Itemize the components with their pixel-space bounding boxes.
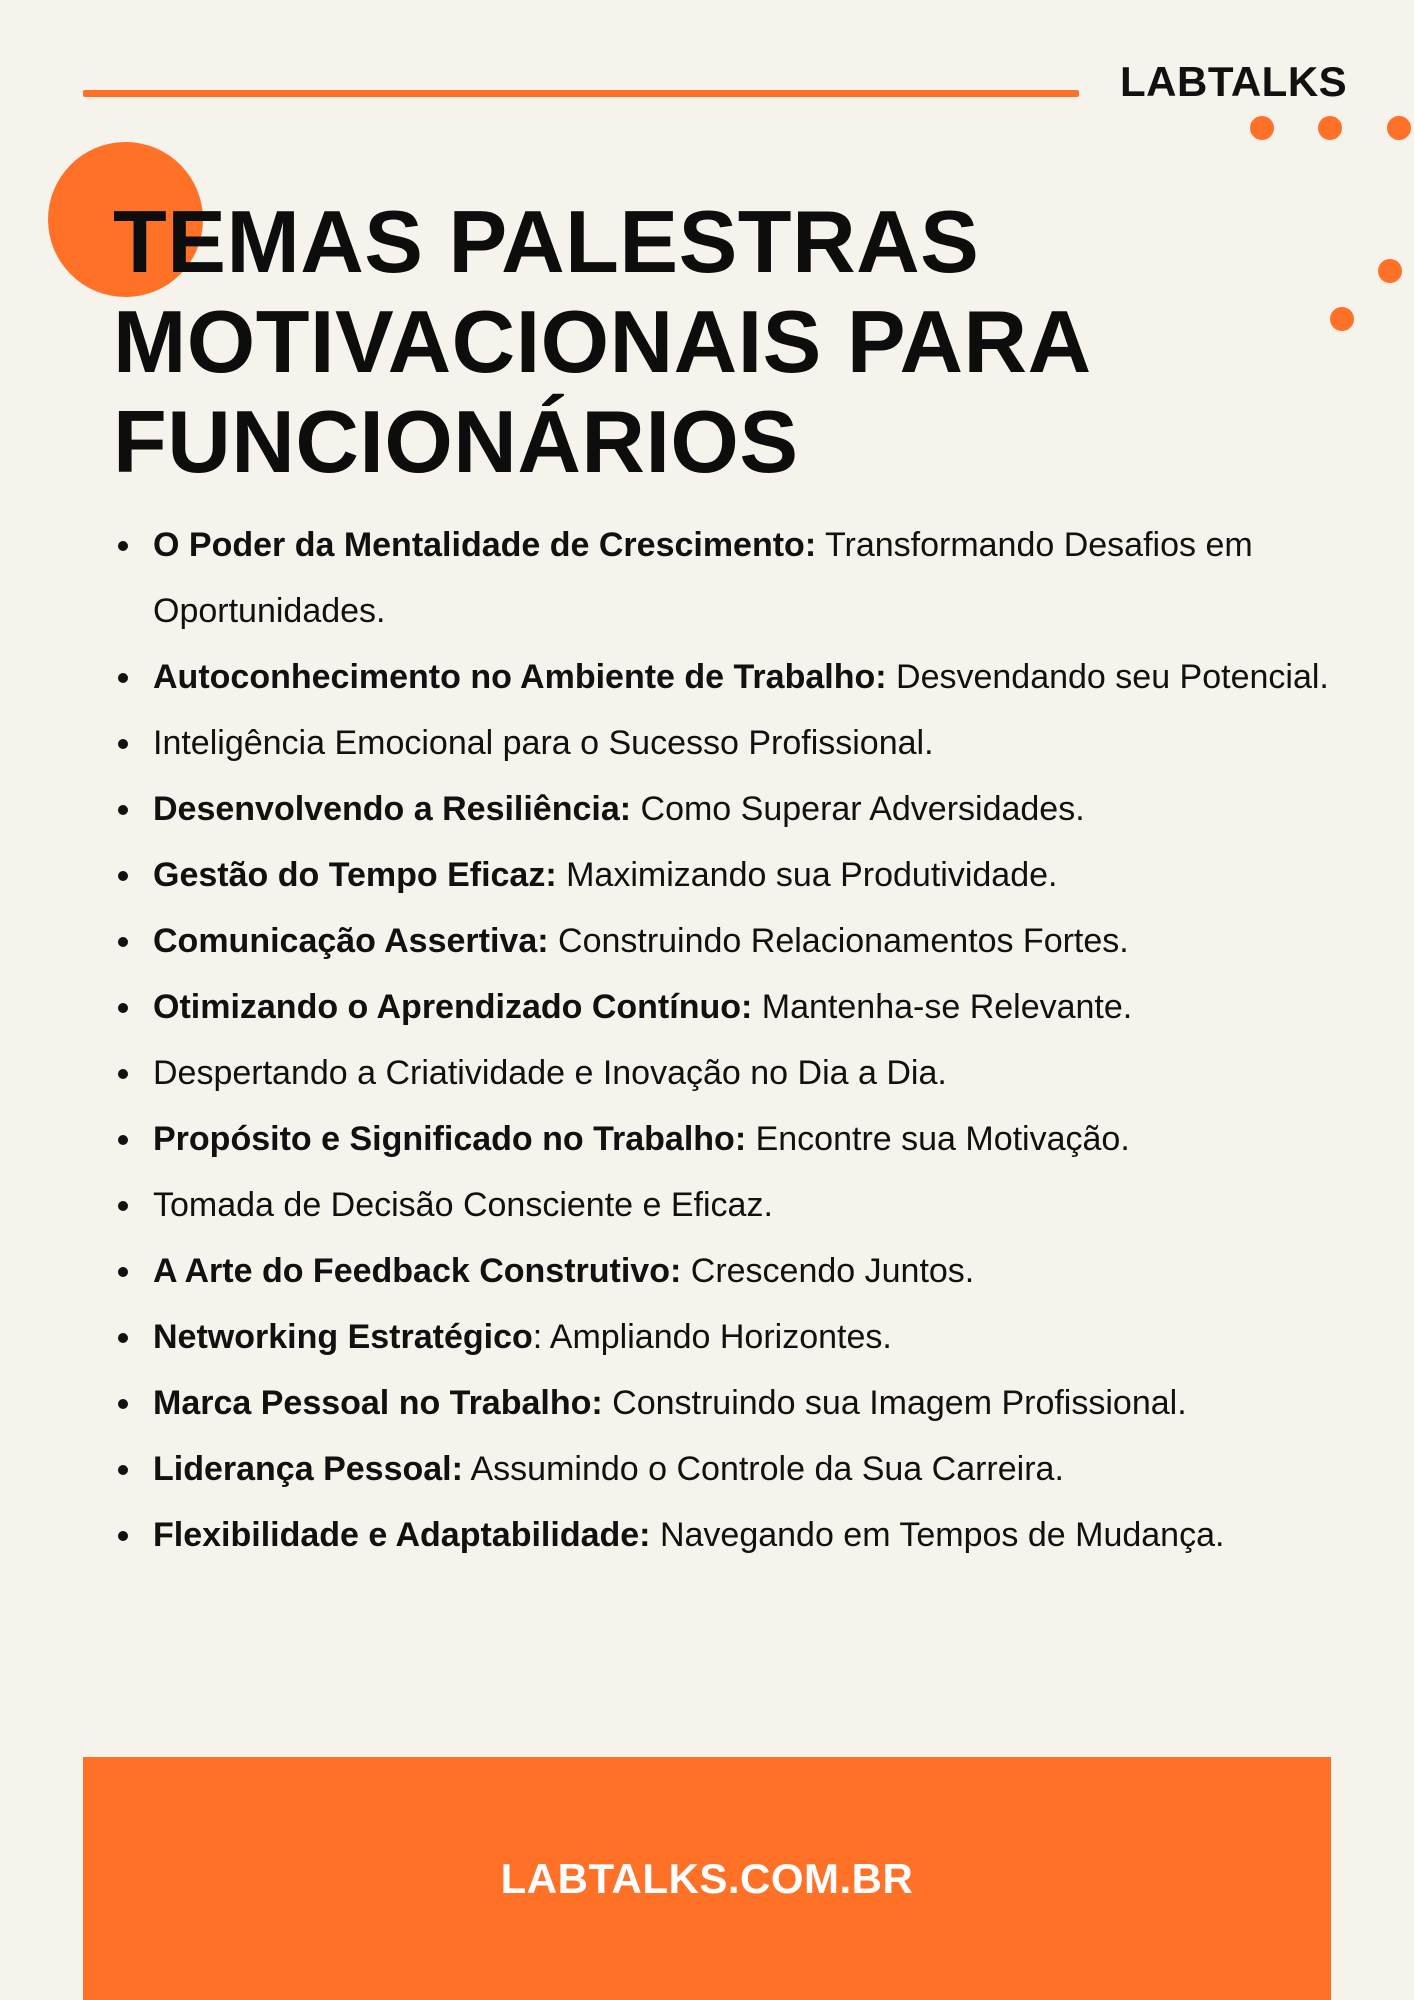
list-item — [113, 512, 1363, 644]
topic-text: Navegando em Tempos de Mudança. — [650, 1516, 1225, 1554]
brand-logo-text: LABTALKS — [1120, 58, 1348, 105]
list-item — [113, 644, 1363, 710]
topic-text: Assumindo o Controle da Sua Carreira. — [462, 1450, 1064, 1488]
topic-text: Maximizando sua Produtividade. — [556, 856, 1058, 894]
decorative-dot — [1378, 259, 1402, 283]
list-item — [113, 1040, 1363, 1106]
topic-heading: Liderança Pessoal: — [153, 1450, 463, 1488]
header-divider-line — [83, 90, 1079, 97]
title-line: FUNCIONÁRIOS — [113, 392, 799, 491]
page-title — [113, 192, 1313, 492]
topic-text: Inteligência Emocional para o Sucesso Profissional. — [153, 724, 934, 762]
list-item — [113, 1436, 1363, 1502]
topic-text: Como Superar Adversidades. — [631, 790, 1085, 828]
topic-heading: Autoconhecimento no Ambiente de Trabalho: — [153, 658, 887, 696]
topic-heading: Gestão do Tempo Eficaz: — [153, 856, 557, 894]
topic-heading: Networking Estratégico — [153, 1318, 533, 1356]
topic-heading: Comunicação Assertiva: — [153, 922, 549, 960]
list-item — [113, 1106, 1363, 1172]
topic-text: Despertando a Criatividade e Inovação no Dia a Dia. — [153, 1054, 947, 1092]
topic-text: Tomada de Decisão Consciente e Eficaz. — [153, 1186, 773, 1224]
decorative-dot — [1330, 307, 1354, 331]
topic-text: Transformando Desafios em Oportunidades. — [153, 526, 1253, 630]
topic-text: Desvendando seu Potencial. — [886, 658, 1329, 696]
website-link[interactable]: LABTALKS.COM.BR — [500, 1855, 914, 1902]
topic-heading: A Arte do Feedback Construtivo: — [153, 1252, 682, 1290]
topic-heading: Marca Pessoal no Trabalho: — [153, 1384, 603, 1422]
topic-text: Encontre sua Motivação. — [746, 1120, 1130, 1158]
decorative-dot — [1250, 116, 1274, 140]
list-item — [113, 1502, 1363, 1568]
list-item — [113, 1238, 1363, 1304]
topic-heading: Flexibilidade e Adaptabilidade: — [153, 1516, 651, 1554]
topic-heading: Otimizando o Aprendizado Contínuo: — [153, 988, 753, 1026]
list-item — [113, 1370, 1363, 1436]
topic-text: Mantenha-se Relevante. — [752, 988, 1133, 1026]
topic-text: Construindo Relacionamentos Fortes. — [548, 922, 1129, 960]
footer-banner — [83, 1757, 1331, 2000]
decorative-dot — [1318, 116, 1342, 140]
topic-text: Crescendo Juntos. — [681, 1252, 975, 1290]
topics-list — [113, 512, 1363, 1568]
list-item — [113, 842, 1363, 908]
list-item — [113, 710, 1363, 776]
list-item — [113, 1172, 1363, 1238]
topic-heading: O Poder da Mentalidade de Crescimento: — [153, 526, 817, 564]
topic-text: : Ampliando Horizontes. — [532, 1318, 892, 1356]
decorative-dot — [1387, 116, 1411, 140]
list-item — [113, 974, 1363, 1040]
list-item — [113, 1304, 1363, 1370]
title-line: TEMAS PALESTRAS — [113, 192, 980, 291]
list-item — [113, 908, 1363, 974]
topic-heading: Propósito e Significado no Trabalho: — [153, 1120, 747, 1158]
list-item — [113, 776, 1363, 842]
title-line: MOTIVACIONAIS PARA — [113, 292, 1092, 391]
topic-text: Construindo sua Imagem Profissional. — [602, 1384, 1187, 1422]
topic-heading: Desenvolvendo a Resiliência: — [153, 790, 632, 828]
